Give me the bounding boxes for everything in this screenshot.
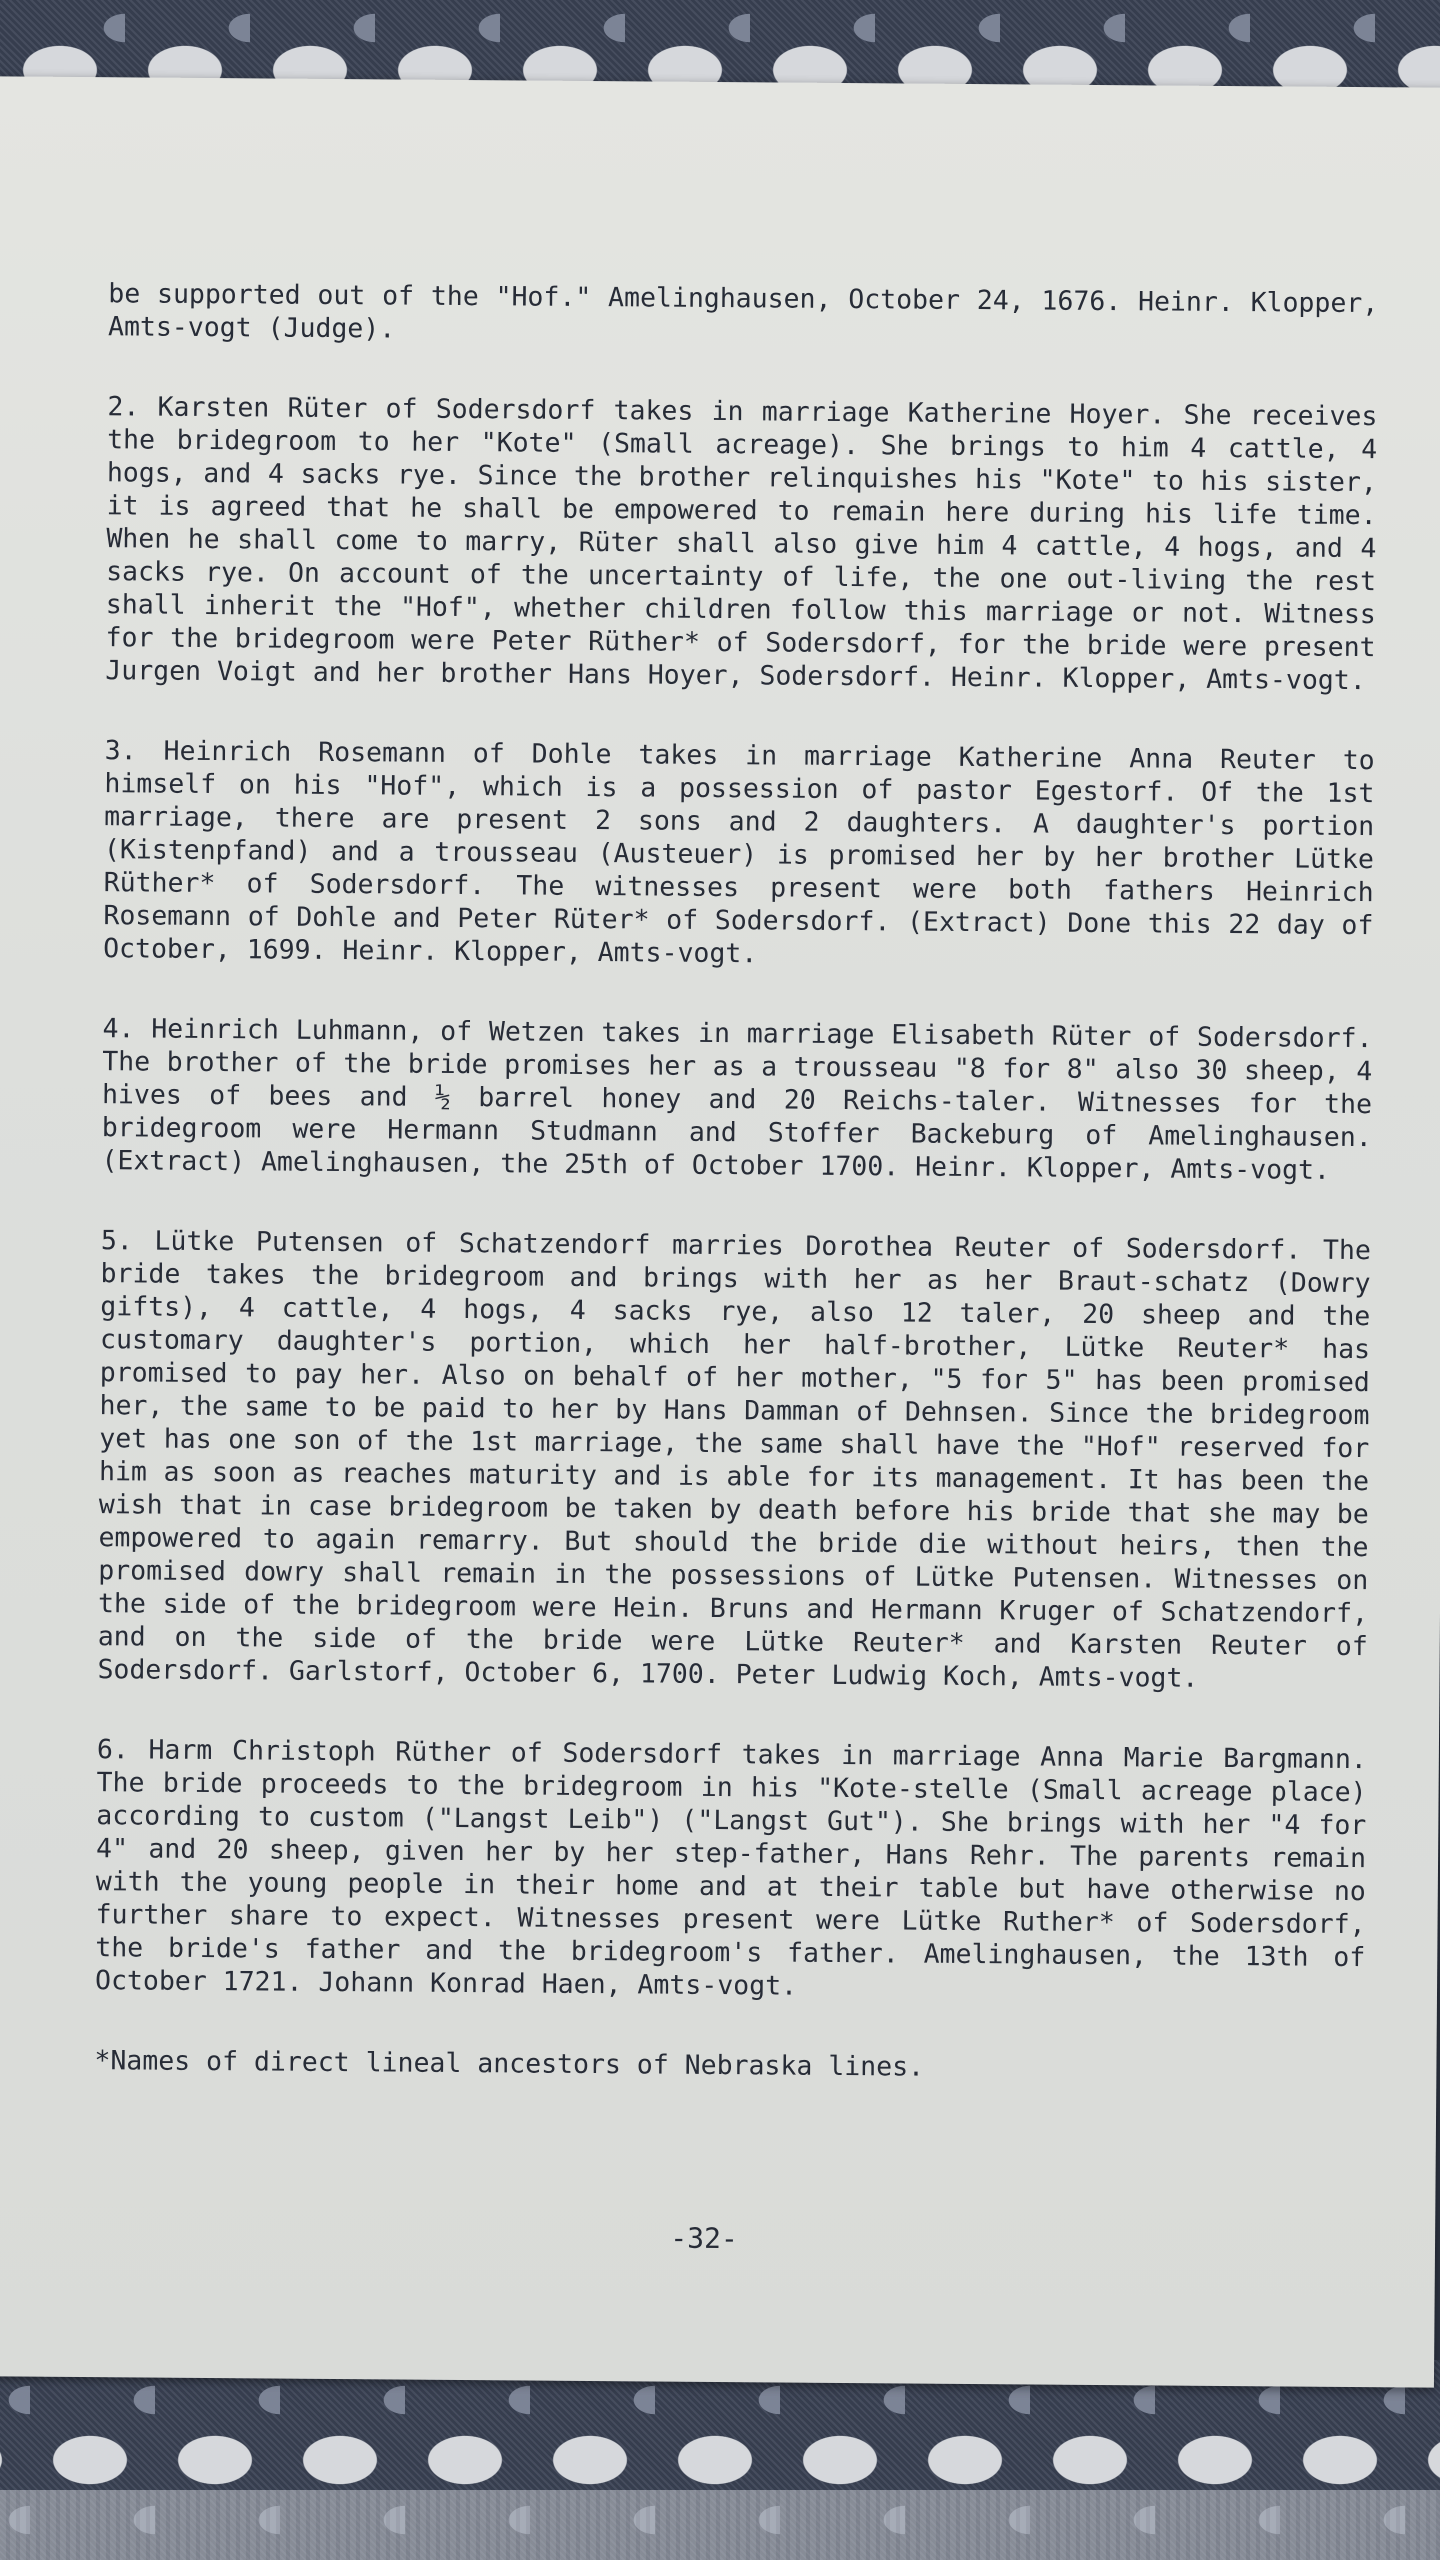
document-body (94, 277, 1378, 2134)
page-number: -32- (670, 2221, 738, 2256)
fabric-background-bottom (0, 2360, 1440, 2560)
document-page (0, 76, 1440, 2387)
paragraph-entry-6: 6. Harm Christoph Rüther of Sodersdorf takes in marriage Anna Marie Bargmann. The bride proceeds to the bridegroom in his "Kote-stelle (Small acreage place) according to custom ("Langst Leib") ("Langst Gut"). She brings with her "4 for 4" and 20 sheep, given her by her step-father, Hans Rehr. The parents remain with the young people in their home and at their table but have otherwise no further share to expect. Witnesses present were Lütke Ruther* of Sodersdorf, the bride's father and the bridegroom's father. Amelinghausen, the 13th of October 1721. Johann Konrad Haen, Amts-vogt. (94, 1734, 1367, 2002)
paragraph-entry-3: 3. Heinrich Rosemann of Dohle takes in marriage Katherine Anna Reuter to himself on his "Hof", which is a possession of pastor Egestorf. Of the 1st marriage, there are present 2 sons and 2 daughters. A daughter's portion (Kistenpfand) and a trousseau (Austeuer) is promised her by her brother Lütke Rüther* of Sodersdorf. The witnesses present were both fathers Heinrich Rosemann of Dohle and Peter Rüter* of Sodersdorf. (Extract) Done this 22 day of October, 1699. Heinr. Klopper, Amts-vogt. (103, 735, 1375, 970)
paragraph-continuation: be supported out of the "Hof." Amelinghausen, October 24, 1676. Heinr. Klopper, Amts-vogt (Judge). (107, 278, 1379, 345)
paragraph-entry-5: 5. Lütke Putensen of Schatzendorf marries Dorothea Reuter of Sodersdorf. The bride takes the bridegroom and brings with her as her Braut-schatz (Dowry gifts), 4 cattle, 4 hogs, 4 sacks rye, also 12 taler, 20 sheep and the customary daughter's portion, which her half-brother, Lütke Reuter* has promised to pay her. Also on behalf of her mother, "5 for 5" has been promised her, the same to be paid to her by Hans Damman of Dehnsen. Since the bridegroom yet has one son of the 1st marriage, the same shall have the "Hof" reserved for him as soon as reaches maturity and is able for its management. It has been the wish that in case bridegroom be taken by death before his bride that she may be empowered to again remarry. But should the bride die without heirs, then the promised dowry shall remain in the possessions of Lütke Putensen. Witnesses on the side of the bridegroom were Hein. Bruns and Hermann Kruger of Schatzendorf, and on the side of the bride were Lütke Reuter* and Karsten Reuter of Sodersdorf. Garlstorf, October 6, 1700. Peter Ludwig Koch, Amts-vogt. (97, 1225, 1371, 1694)
paragraph-entry-4: 4. Heinrich Luhmann, of Wetzen takes in marriage Elisabeth Rüter of Sodersdorf. The brother of the bride promises her as a trousseau "8 for 8" also 30 sheep, 4 hives of bees and ½ barrel honey and 20 Reichs-taler. Witnesses for the bridegroom were Hermann Studmann and Stoffer Backeburg of Amelinghausen. (Extract) Amelinghausen, the 25th of October 1700. Heinr. Klopper, Amts-vogt. (101, 1013, 1373, 1186)
footnote: *Names of direct lineal ancestors of Nebraska lines. (94, 2045, 925, 2083)
paragraph-entry-2: 2. Karsten Rüter of Sodersdorf takes in marriage Katherine Hoyer. She receives the bridegroom to her "Kote" (Small acreage). She brings to him 4 cattle, 4 hogs, and 4 sacks rye. Since the brother relinquishes his "Kote" to his sister, it is agreed that he shall be empowered to remain here during his life time. When he shall come to marry, Rüter shall also give him 4 cattle, 4 hogs, and 4 sacks rye. On account of the uncertainty of life, the one out-living the rest shall inherit the "Hof", whether children follow this marriage or not. Witness for the bridegroom were Peter Rüther* of Sodersdorf, for the bride were present Jurgen Voigt and her brother Hans Hoyer, Sodersdorf. Heinr. Klopper, Amts-vogt. (105, 391, 1378, 697)
